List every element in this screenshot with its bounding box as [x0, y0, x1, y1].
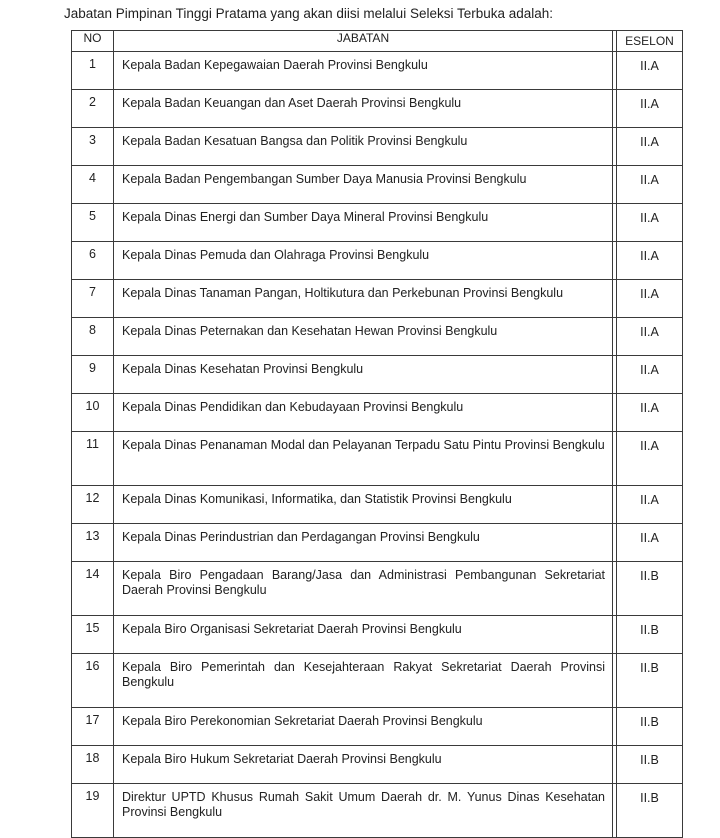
row-jabatan: Kepala Dinas Perindustrian dan Perdagangan Provinsi Bengkulu [114, 524, 613, 562]
row-eselon-cell [613, 562, 683, 616]
row-eselon: II.A [616, 242, 682, 279]
row-eselon: II.B [616, 562, 682, 615]
row-eselon: II.A [616, 394, 682, 431]
row-no: 4 [72, 166, 114, 204]
row-eselon: II.A [616, 204, 682, 241]
row-eselon: II.A [616, 318, 682, 355]
row-eselon-cell [613, 90, 683, 128]
row-no: 16 [72, 654, 114, 708]
table-row [72, 90, 683, 128]
row-eselon: II.B [616, 654, 682, 707]
table-row [72, 394, 683, 432]
row-eselon-cell [613, 356, 683, 394]
row-eselon-cell [613, 242, 683, 280]
row-no: 6 [72, 242, 114, 280]
row-jabatan: Kepala Badan Kepegawaian Daerah Provinsi Bengkulu [114, 52, 613, 90]
table-row [72, 128, 683, 166]
intro-text: Jabatan Pimpinan Tinggi Pratama yang akan diisi melalui Seleksi Terbuka adalah: [64, 6, 554, 21]
table-header-row [72, 31, 683, 52]
row-eselon-cell [613, 784, 683, 838]
row-jabatan: Kepala Biro Perekonomian Sekretariat Daerah Provinsi Bengkulu [114, 708, 613, 746]
table-row [72, 356, 683, 394]
row-no: 19 [72, 784, 114, 838]
row-jabatan: Kepala Dinas Komunikasi, Informatika, dan Statistik Provinsi Bengkulu [114, 486, 613, 524]
row-jabatan: Direktur UPTD Khusus Rumah Sakit Umum Daerah dr. M. Yunus Dinas Kesehatan Provinsi Bengkulu [114, 784, 613, 838]
row-jabatan: Kepala Biro Hukum Sekretariat Daerah Provinsi Bengkulu [114, 746, 613, 784]
row-no: 8 [72, 318, 114, 356]
row-eselon: II.A [616, 128, 682, 165]
row-eselon-cell [613, 746, 683, 784]
row-jabatan: Kepala Badan Kesatuan Bangsa dan Politik Provinsi Bengkulu [114, 128, 613, 166]
table-row [72, 616, 683, 654]
row-eselon: II.A [616, 90, 682, 127]
row-no: 17 [72, 708, 114, 746]
table-row [72, 242, 683, 280]
jabatan-table [71, 30, 683, 838]
row-jabatan: Kepala Dinas Penanaman Modal dan Pelayanan Terpadu Satu Pintu Provinsi Bengkulu [114, 432, 613, 486]
row-jabatan: Kepala Badan Pengembangan Sumber Daya Manusia Provinsi Bengkulu [114, 166, 613, 204]
row-no: 15 [72, 616, 114, 654]
table-row [72, 432, 683, 486]
row-no: 2 [72, 90, 114, 128]
row-jabatan: Kepala Biro Organisasi Sekretariat Daerah Provinsi Bengkulu [114, 616, 613, 654]
table-row [72, 524, 683, 562]
row-no: 5 [72, 204, 114, 242]
row-no: 7 [72, 280, 114, 318]
row-eselon: II.B [616, 616, 682, 653]
row-eselon-cell [613, 486, 683, 524]
table-row [72, 746, 683, 784]
header-no: NO [72, 31, 114, 52]
row-eselon-cell [613, 128, 683, 166]
row-jabatan: Kepala Badan Keuangan dan Aset Daerah Provinsi Bengkulu [114, 90, 613, 128]
row-eselon-cell [613, 318, 683, 356]
header-eselon-cell [613, 31, 683, 52]
row-jabatan: Kepala Dinas Pemuda dan Olahraga Provinsi Bengkulu [114, 242, 613, 280]
row-eselon-cell [613, 524, 683, 562]
row-eselon-cell [613, 204, 683, 242]
row-jabatan: Kepala Dinas Pendidikan dan Kebudayaan Provinsi Bengkulu [114, 394, 613, 432]
table-row [72, 166, 683, 204]
row-jabatan: Kepala Dinas Kesehatan Provinsi Bengkulu [114, 356, 613, 394]
row-no: 10 [72, 394, 114, 432]
row-eselon-cell [613, 280, 683, 318]
row-no: 9 [72, 356, 114, 394]
row-eselon: II.A [616, 52, 682, 89]
table-row [72, 562, 683, 616]
row-eselon-cell [613, 616, 683, 654]
row-no: 18 [72, 746, 114, 784]
table-row [72, 204, 683, 242]
row-no: 1 [72, 52, 114, 90]
row-no: 13 [72, 524, 114, 562]
row-no: 11 [72, 432, 114, 486]
row-jabatan: Kepala Dinas Tanaman Pangan, Holtikutura dan Perkebunan Provinsi Bengkulu [114, 280, 613, 318]
row-eselon-cell [613, 394, 683, 432]
table-row [72, 486, 683, 524]
row-jabatan: Kepala Dinas Energi dan Sumber Daya Mineral Provinsi Bengkulu [114, 204, 613, 242]
row-no: 3 [72, 128, 114, 166]
row-eselon: II.A [616, 486, 682, 523]
row-eselon-cell [613, 432, 683, 486]
row-eselon: II.B [616, 708, 682, 745]
row-eselon-cell [613, 166, 683, 204]
table-row [72, 52, 683, 90]
row-eselon: II.A [616, 166, 682, 203]
row-eselon: II.A [616, 280, 682, 317]
table-row [72, 784, 683, 838]
row-no: 14 [72, 562, 114, 616]
row-eselon: II.B [616, 784, 682, 837]
row-eselon-cell [613, 654, 683, 708]
table-row [72, 318, 683, 356]
row-jabatan: Kepala Biro Pengadaan Barang/Jasa dan Administrasi Pembangunan Sekretariat Daerah Provinsi Bengkulu [114, 562, 613, 616]
row-eselon: II.A [616, 432, 682, 485]
row-eselon: II.A [616, 524, 682, 561]
row-jabatan: Kepala Dinas Peternakan dan Kesehatan Hewan Provinsi Bengkulu [114, 318, 613, 356]
header-eselon: ESELON [616, 31, 682, 51]
table-row [72, 654, 683, 708]
header-jabatan: JABATAN [114, 31, 613, 52]
row-eselon-cell [613, 708, 683, 746]
row-eselon: II.A [616, 356, 682, 393]
table-row [72, 280, 683, 318]
row-eselon: II.B [616, 746, 682, 783]
row-no: 12 [72, 486, 114, 524]
row-eselon-cell [613, 52, 683, 90]
row-jabatan: Kepala Biro Pemerintah dan Kesejahteraan Rakyat Sekretariat Daerah Provinsi Bengkulu [114, 654, 613, 708]
table-row [72, 708, 683, 746]
